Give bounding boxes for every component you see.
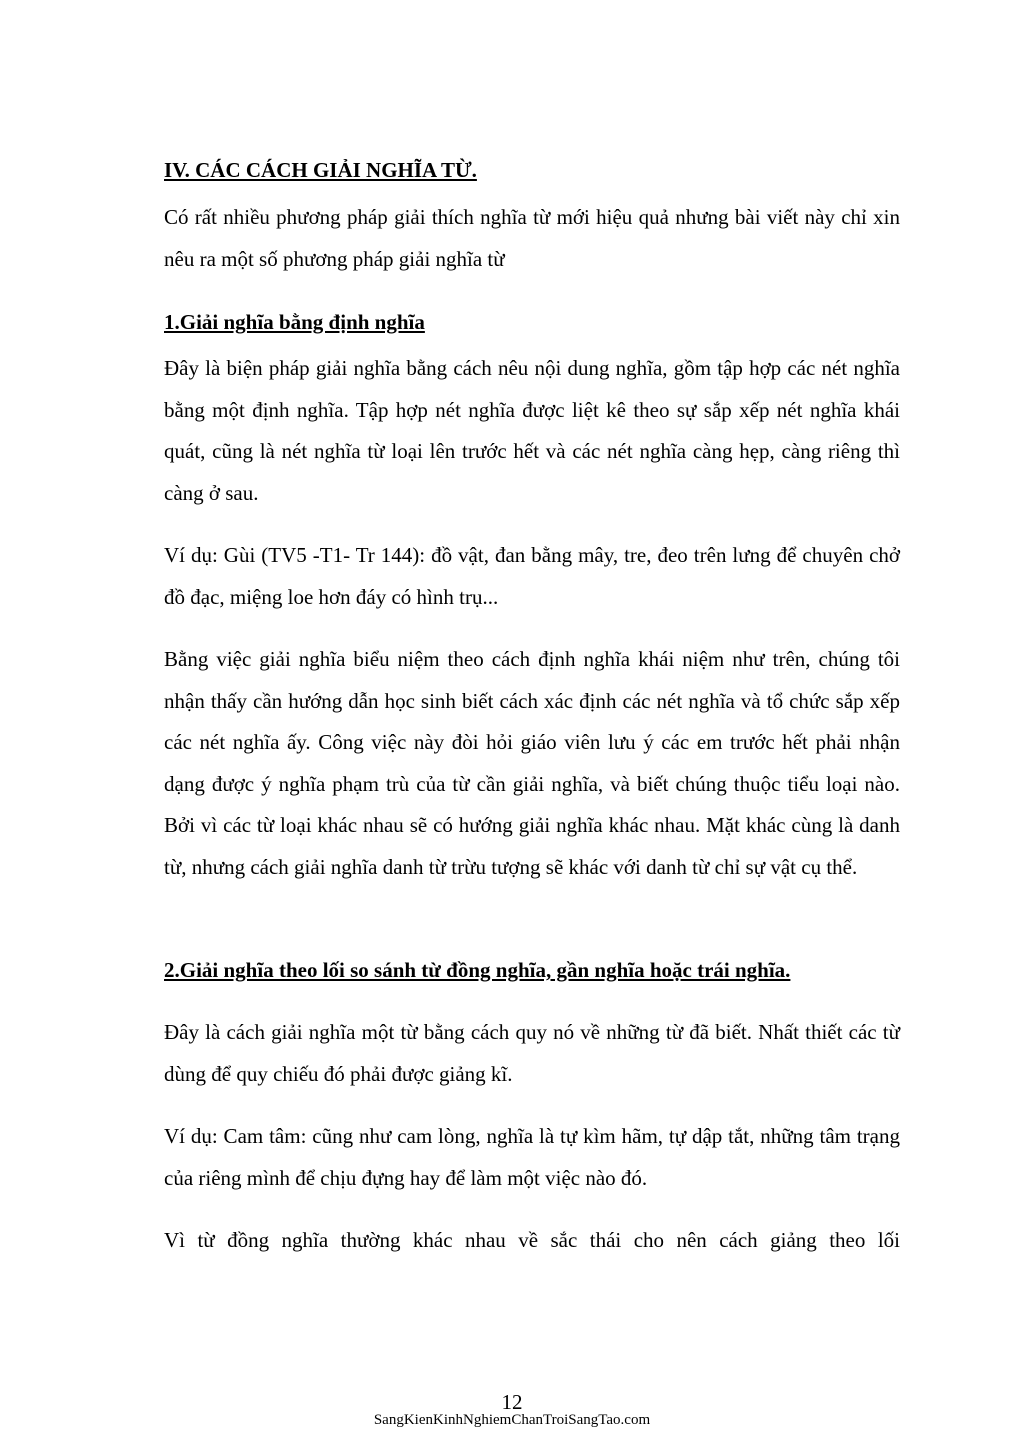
footer-website: SangKienKinhNghiemChanTroiSangTao.com bbox=[373, 1412, 651, 1428]
definition-paragraph: Đây là biện pháp giải nghĩa bằng cách nêu nội dung nghĩa, gồm tập hợp các nét nghĩa bằng một định nghĩa. Tập hợp nét nghĩa được liệt kê theo sự sắp xếp nét nghĩa khái quát, cũng là nét nghĩa từ loại lên trước hết và các nét nghĩa càng hẹp, càng riêng thì càng ở sau. bbox=[164, 356, 900, 505]
synonym-example: Ví dụ: Cam tâm: cũng như cam lòng, nghĩa là tự kìm hãm, tự dập tắt, những tâm trạng của riêng mình để chịu đựng hay để làm một việc nào đó. bbox=[164, 1124, 900, 1190]
synonym-paragraph: Đây là cách giải nghĩa một từ bằng cách quy nó về những từ đã biết. Nhất thiết các từ dùng để quy chiếu đó phải được giảng kĩ. bbox=[164, 1020, 900, 1086]
definition-explanation: Bằng việc giải nghĩa biểu niệm theo cách định nghĩa khái niệm như trên, chúng tôi nhận thấy cần hướng dẫn học sinh biết cách xác định các nét nghĩa và tổ chức sắp xếp các nét nghĩa ấy. Công việc này đòi hỏi giáo viên lưu ý các em trước hết phải nhận dạng được ý nghĩa phạm trù của từ cần giải nghĩa, và biết chúng thuộc tiểu loại nào. Bởi vì các từ loại khác nhau sẽ có hướng giải nghĩa khác nhau. Mặt khác cùng là danh từ, nhưng cách giải nghĩa danh từ trừu tượng sẽ khác với danh từ chỉ sự vật cụ thể. bbox=[164, 647, 900, 879]
section-title: IV. CÁC CÁCH GIẢI NGHĨA TỪ. bbox=[164, 158, 477, 182]
page-number: 12 bbox=[501, 1390, 523, 1414]
heading-definition-method: 1.Giải nghĩa bằng định nghĩa bbox=[164, 310, 425, 334]
definition-example: Ví dụ: Gùi (TV5 -T1- Tr 144): đồ vật, đan bằng mây, tre, đeo trên lưng để chuyên chở đồ đạc, miệng loe hơn đáy có hình trụ... bbox=[164, 543, 900, 609]
heading-synonym-method: 2.Giải nghĩa theo lối so sánh từ đồng nghĩa, gần nghĩa hoặc trái nghĩa. bbox=[164, 958, 791, 982]
synonym-continuation: Vì từ đồng nghĩa thường khác nhau về sắc thái cho nên cách giảng theo lối bbox=[164, 1228, 900, 1252]
intro-paragraph: Có rất nhiều phương pháp giải thích nghĩa từ mới hiệu quả nhưng bài viết này chỉ xin nêu ra một số phương pháp giải nghĩa từ bbox=[164, 205, 900, 271]
